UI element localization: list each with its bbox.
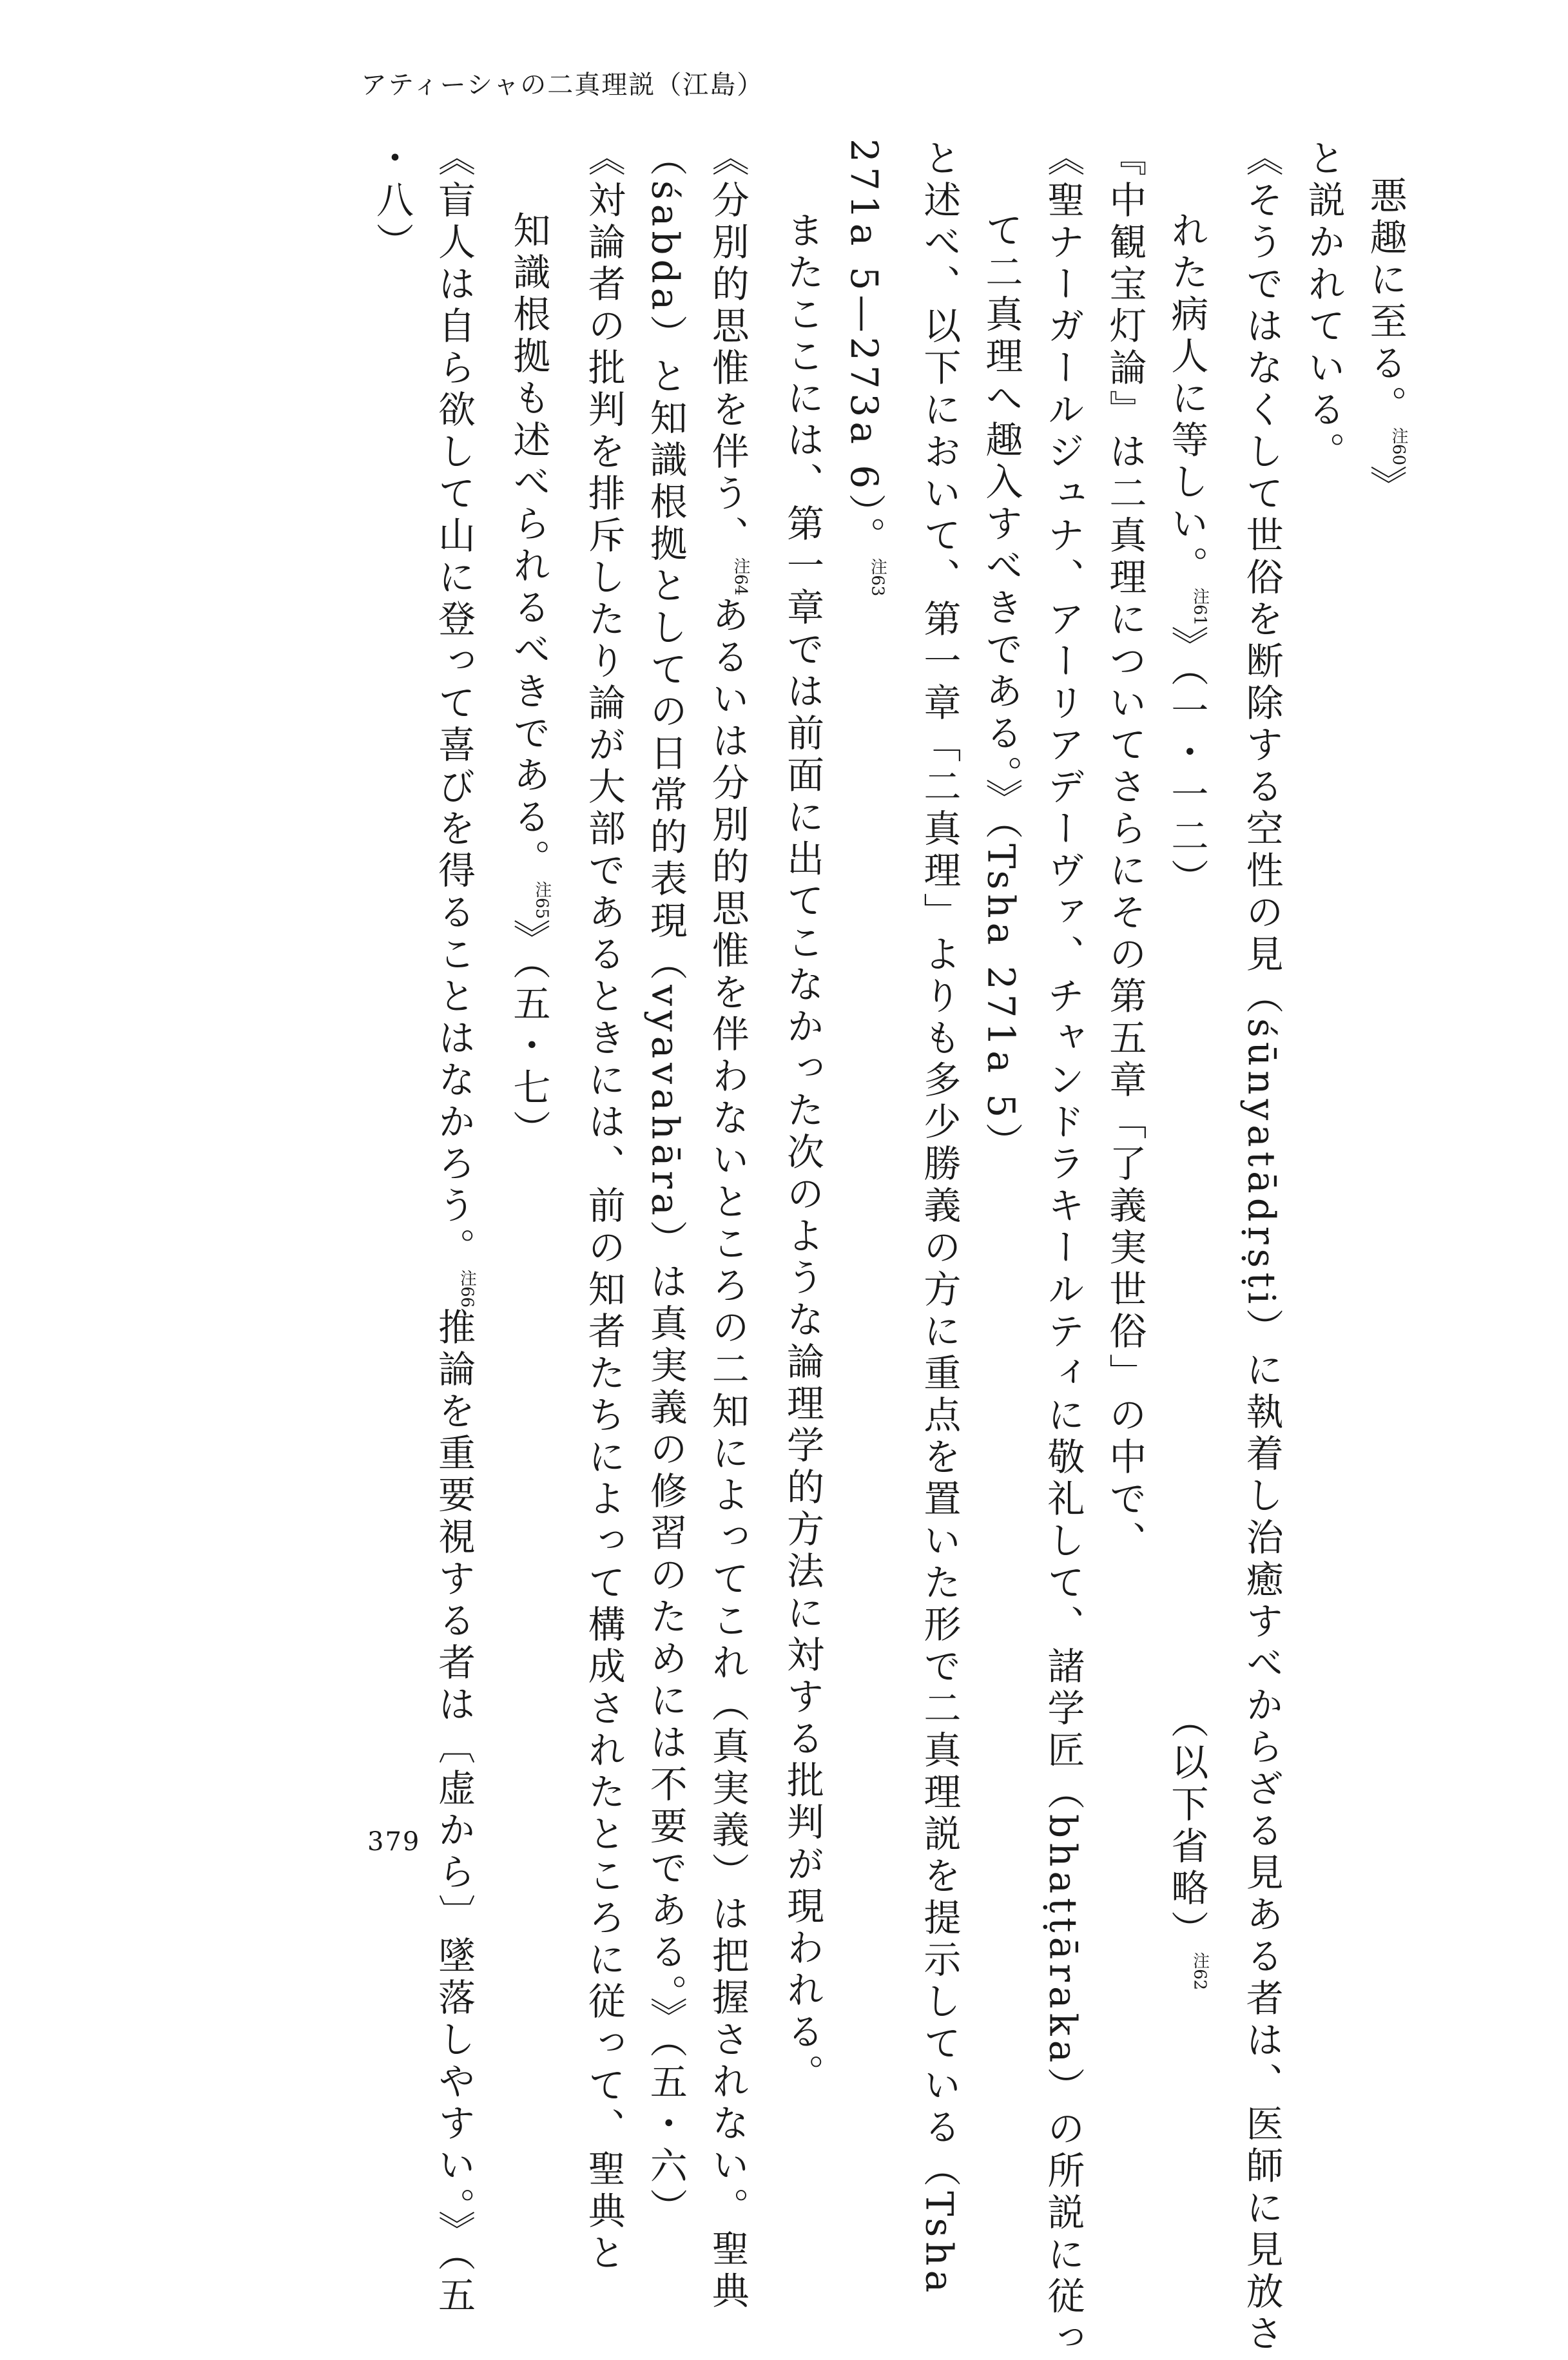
footnote-marker: 注62	[1190, 1952, 1210, 1991]
column-text: 《盲人は自ら欲して山に登って喜びを得ることはなかろう。	[432, 139, 476, 1270]
column-text-continued: 》（五・七）	[507, 919, 551, 1152]
text-column-11	[697, 139, 771, 2314]
column-text: と説かれている。	[1301, 139, 1346, 474]
column-text: れた病人に等しい。	[1165, 211, 1209, 588]
column-text: と述べ、以下において、第一章「二真理」よりも多少勝義の方に重点を置いた形で二真理説を提示している（Tsha	[917, 139, 962, 2297]
column-text: 知識根拠も述べられるべきである。	[507, 211, 551, 881]
text-column-14	[498, 139, 572, 1763]
footnote-marker: 注66	[457, 1270, 477, 1308]
text-column-8	[908, 139, 970, 2297]
column-text: （śabda）と知識根拠としての日常的表現（vyavahāra）は真実義の修習のためには不要である。》（五・六）	[643, 139, 688, 2230]
column-text: 《分別的思惟を伴う、	[705, 139, 750, 557]
column-text: 《そうではなくして世俗を断除する空性の見（śūnyatādṛṣṭi）に執着し治癒すべからざる見ある者は、医師に見放さ	[1239, 139, 1284, 2356]
footnote-marker: 注63	[867, 558, 887, 597]
text-column-6	[1032, 139, 1094, 2360]
text-column-13	[573, 139, 635, 2275]
column-text: て二真理へ趣入すべきである。》（Tsha 271a 5）	[979, 211, 1023, 1165]
column-text-continued: 》	[1363, 465, 1408, 508]
column-text: またここには、第一章では前面に出てこなかった次のような論理学的方法に対する批判が現われる。	[780, 211, 825, 2096]
column-text: 《聖ナーガールジュナ、アーリアデーヴァ、チャンドラキールティに敬礼して、諸学匠（bhaṭṭāraka）の所説に従っ	[1041, 139, 1085, 2360]
column-text: ・八）	[370, 139, 414, 264]
column-text: 悪趣に至る。	[1363, 176, 1408, 427]
column-text-continued: 推論を重要視する者は〔虚から〕墜落しやすい。》（五	[432, 1308, 476, 2318]
footnote-marker: 注61	[1190, 588, 1210, 626]
text-column-7	[970, 139, 1032, 1763]
footnote-marker: 注65	[532, 881, 552, 920]
text-column-1	[1355, 139, 1429, 1763]
text-column-2	[1293, 139, 1355, 1763]
footnote-marker: 注64	[731, 557, 751, 596]
text-column-4	[1156, 139, 1230, 1991]
column-text: 《対論者の批判を排斥したり論が大部であるときには、前の知者たちによって構成されたところに従って、聖典と	[581, 139, 626, 2275]
page-number: 379	[367, 1827, 421, 1857]
column-text: 271a 5—273a 6）。	[842, 139, 887, 559]
text-column-10	[771, 139, 833, 2096]
text-column-5	[1094, 139, 1156, 1763]
running-title: アティーシャの二真理説（江島）	[361, 70, 764, 100]
text-column-12	[635, 139, 697, 2230]
column-text-continued: あるいは分別的思惟を伴わないところの二知によってこれ（真実義）は把握されない。聖典	[705, 595, 750, 2314]
column-text-continued: 》（一・一二） （以下省略）	[1165, 626, 1209, 1953]
text-column-16	[361, 139, 423, 1763]
text-column-3	[1231, 139, 1293, 2356]
text-column-9	[833, 139, 908, 1763]
footnote-marker: 注60	[1389, 427, 1408, 466]
text-column-15	[423, 139, 498, 2318]
column-text: 『中観宝灯論』は二真理についてさらにその第五章「了義実世俗」の中で、	[1103, 139, 1147, 1563]
